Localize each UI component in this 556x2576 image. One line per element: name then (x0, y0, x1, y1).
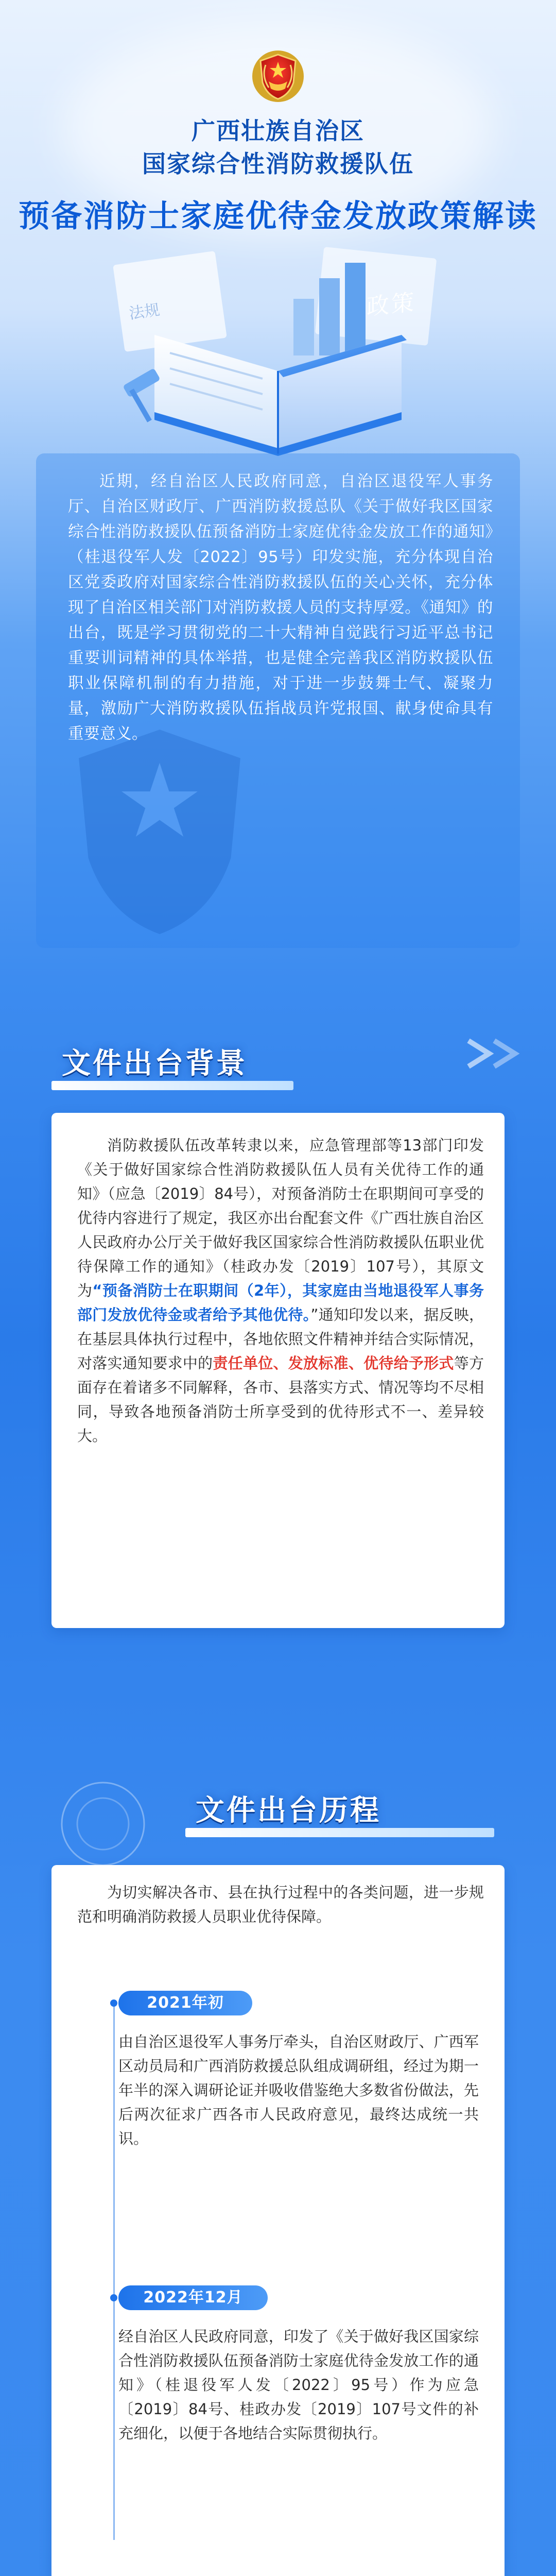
history-intro-text: 为切实解决各市、县在执行过程中的各类问题，进一步规范和明确消防救援人员职业优待保障。 (77, 1884, 484, 1925)
fire-rescue-emblem-icon (251, 49, 305, 103)
hero-art-tag-regulation: 法规 (128, 300, 161, 323)
timeline-event-1 (118, 2030, 479, 2151)
background-quote-highlight: “预备消防士在职期间（2年），其家庭由当地退役军人事务部门发放优待金或者给予其他优待。 (77, 1282, 484, 1324)
hero-title-line2: 国家综合性消防救援队伍 (142, 150, 414, 178)
background-text-part3: 等方面存在着诸多不同解释，各市、县落实方式、情况等均不尽相同，导致各地预备消防士所享受到的优待形式不一、差异较大。 (77, 1354, 484, 1445)
timeline-event-1-text: 由自治区退役军人事务厅牵头，自治区财政厅、广西军区动员局和广西消防救援总队组成调研组，经过为期一年半的深入调研论证并吸收借鉴绝大多数省份做法，先后两次征求广西各市人民政府意见，最终达成统一共识。 (118, 2033, 479, 2147)
background-text-part2: ”通知印发以来，据反映，在基层具体执行过程中，各地依照文件精神并结合实际情况，对落实通知要求中的 (77, 1306, 484, 1372)
timeline-dot (110, 1999, 117, 2007)
hero-title-line1: 广西壮族自治区 (192, 117, 364, 145)
section-background-header (51, 1041, 360, 1103)
intro-text (68, 469, 493, 747)
section-history-card (51, 1865, 505, 2576)
decor-rings-icon (26, 1772, 180, 1875)
hero-art-tag-policy: 政策 (367, 289, 416, 321)
section-underline (185, 1828, 494, 1837)
timeline-event-2 (118, 2325, 479, 2446)
timeline-date-1: 2021年初 (118, 1991, 252, 2015)
hero-banner (0, 0, 556, 464)
section-underline (51, 1081, 293, 1090)
timeline-dot (110, 2294, 117, 2301)
intro-paragraph: 近期，经自治区人民政府同意，自治区退役军人事务厅、自治区财政厅、广西消防救援总队《关于做好我区国家综合性消防救援队伍预备消防士家庭优待金发放工作的通知》（桂退役军人发〔2022〕95号）印发实施，充分体现自治区党委政府对国家综合性消防救援队伍的关心关怀，充分体现了自治区相关部门对消防救援人员的支持厚爱。《通知》的出台，既是学习贯彻党的二十大精神自觉践行习近平总书记重要训词精神的具体举措，也是健全完善我区消防救援队伍职业保障机制的有力措施，对于进一步鼓舞士气、凝聚力量，激励广大消防救援队伍指战员许党报国、献身使命具有重要意义。 (68, 472, 493, 743)
section-history-title: 文件出台历程 (196, 1794, 381, 1827)
background-red-highlight: 责任单位、发放标准、优待给予形式 (213, 1354, 454, 1372)
timeline-date-2: 2022年12月 (118, 2285, 268, 2310)
section-history-header (185, 1788, 505, 1850)
hero-title-main: 预备消防士家庭优待金发放政策解读 (19, 198, 537, 234)
policy-book-illustration-icon (77, 242, 479, 459)
history-intro (77, 1880, 484, 1929)
timeline-event-2-text: 经自治区人民政府同意，印发了《关于做好我区国家综合性消防救援队伍预备消防士家庭优待金发放工作的通知》（桂退役军人发〔2022〕95号）作为应急〔2019〕84号、桂政办发〔2019〕107号文件的补充细化，以便于各地结合实际贯彻执行。 (118, 2328, 479, 2442)
decor-arrows-icon (463, 1030, 535, 1077)
background-text-part1: 消防救援队伍改革转隶以来，应急管理部等13部门印发《关于做好国家综合性消防救援队伍人员有关优待工作的通知》（应急〔2019〕84号），对预备消防士在职期间可享受的优待内容进行了规定，我区亦出台配套文件《广西壮族自治区人民政府办公厅关于做好我区国家综合性消防救援队伍职业优待保障工作的通知》（桂政办发〔2019〕107号），其原文为 (77, 1137, 484, 1299)
section-background-title: 文件出台背景 (62, 1047, 247, 1080)
section-background-body (77, 1133, 484, 1448)
timeline-line (113, 2004, 115, 2540)
